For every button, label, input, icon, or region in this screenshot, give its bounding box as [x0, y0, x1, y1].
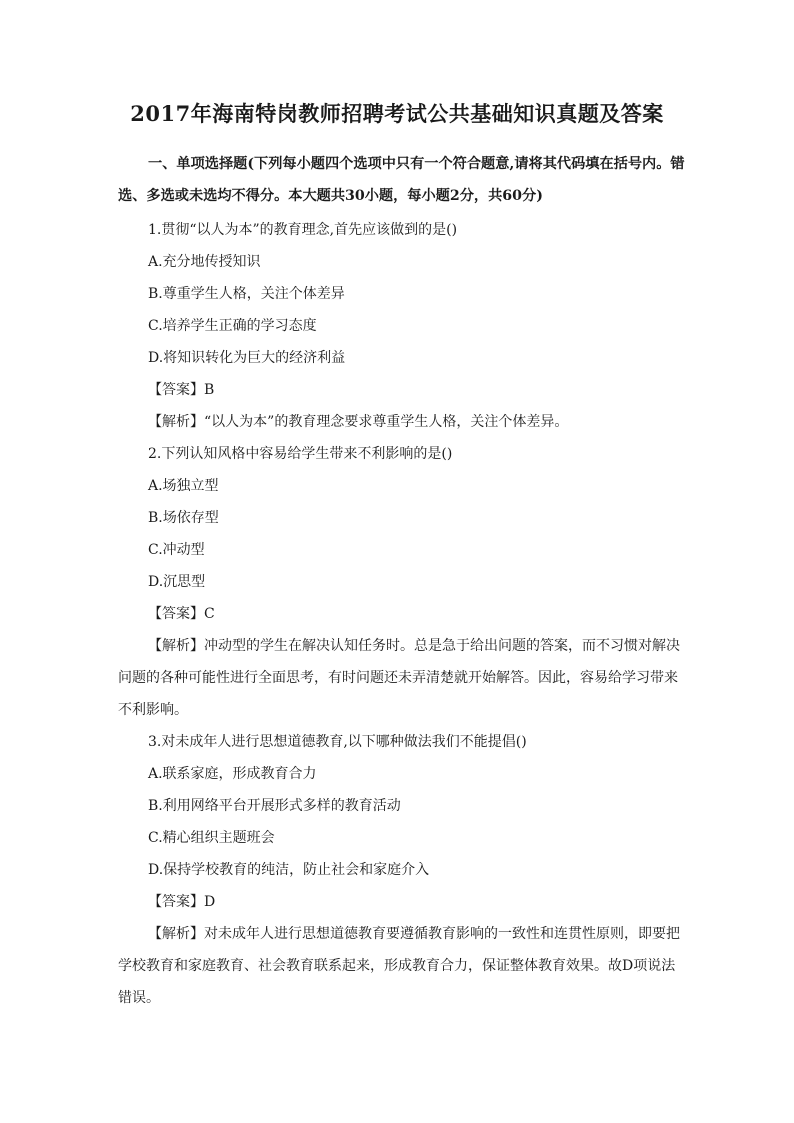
analysis: 【解析】“以人为本”的教育理念要求尊重学生人格，关注个体差异。 [148, 414, 569, 430]
questions-content [118, 214, 688, 1014]
question-2 [118, 438, 688, 726]
option-b: B.利用网络平台开展形式多样的教育活动 [148, 798, 401, 814]
answer: 【答案】B [148, 382, 215, 398]
option-c: C.培养学生正确的学习态度 [148, 318, 317, 334]
option-d: D.沉思型 [148, 574, 206, 590]
option-a: A.联系家庭，形成教育合力 [148, 766, 317, 782]
question-stem: 1.贯彻“以人为本”的教育理念,首先应该做到的是() [148, 222, 458, 238]
option-d: D.将知识转化为巨大的经济利益 [148, 350, 346, 366]
option-d: D.保持学校教育的纯洁，防止社会和家庭介入 [148, 862, 430, 878]
analysis: 【解析】对未成年人进行思想道德教育要遵循教育影响的一致性和连贯性原则，即要把学校教育和家庭教育、社会教育联系起来，形成教育合力，保证整体教育效果。故D项说法错误。 [118, 926, 680, 1006]
answer: 【答案】D [148, 894, 216, 910]
option-b: B.场依存型 [148, 510, 219, 526]
question-stem: 3.对未成年人进行思想道德教育,以下哪种做法我们不能提倡() [148, 734, 527, 750]
question-stem: 2.下列认知风格中容易给学生带来不利影响的是() [148, 446, 453, 462]
option-a: A.充分地传授知识 [148, 254, 261, 270]
option-c: C.冲动型 [148, 542, 205, 558]
option-c: C.精心组织主题班会 [148, 830, 275, 846]
question-1 [118, 214, 688, 438]
answer: 【答案】C [148, 606, 215, 622]
analysis: 【解析】冲动型的学生在解决认知任务时。总是急于给出问题的答案，而不习惯对解决问题的各种可能性进行全面思考，有时问题还未弄清楚就开始解答。因此，容易给学习带来不利影响。 [118, 638, 680, 718]
section-instructions: 一、单项选择题(下列每小题四个选项中只有一个符合题意,请将其代码填在括号内。错选、多选或未选均不得分。本大题共30小题，每小题2分，共60分) [118, 156, 685, 204]
option-b: B.尊重学生人格，关注个体差异 [148, 286, 345, 302]
document-title: 2017年海南特岗教师招聘考试公共基础知识真题及答案 [130, 101, 664, 126]
question-3 [118, 726, 688, 1014]
option-a: A.场独立型 [148, 478, 219, 494]
